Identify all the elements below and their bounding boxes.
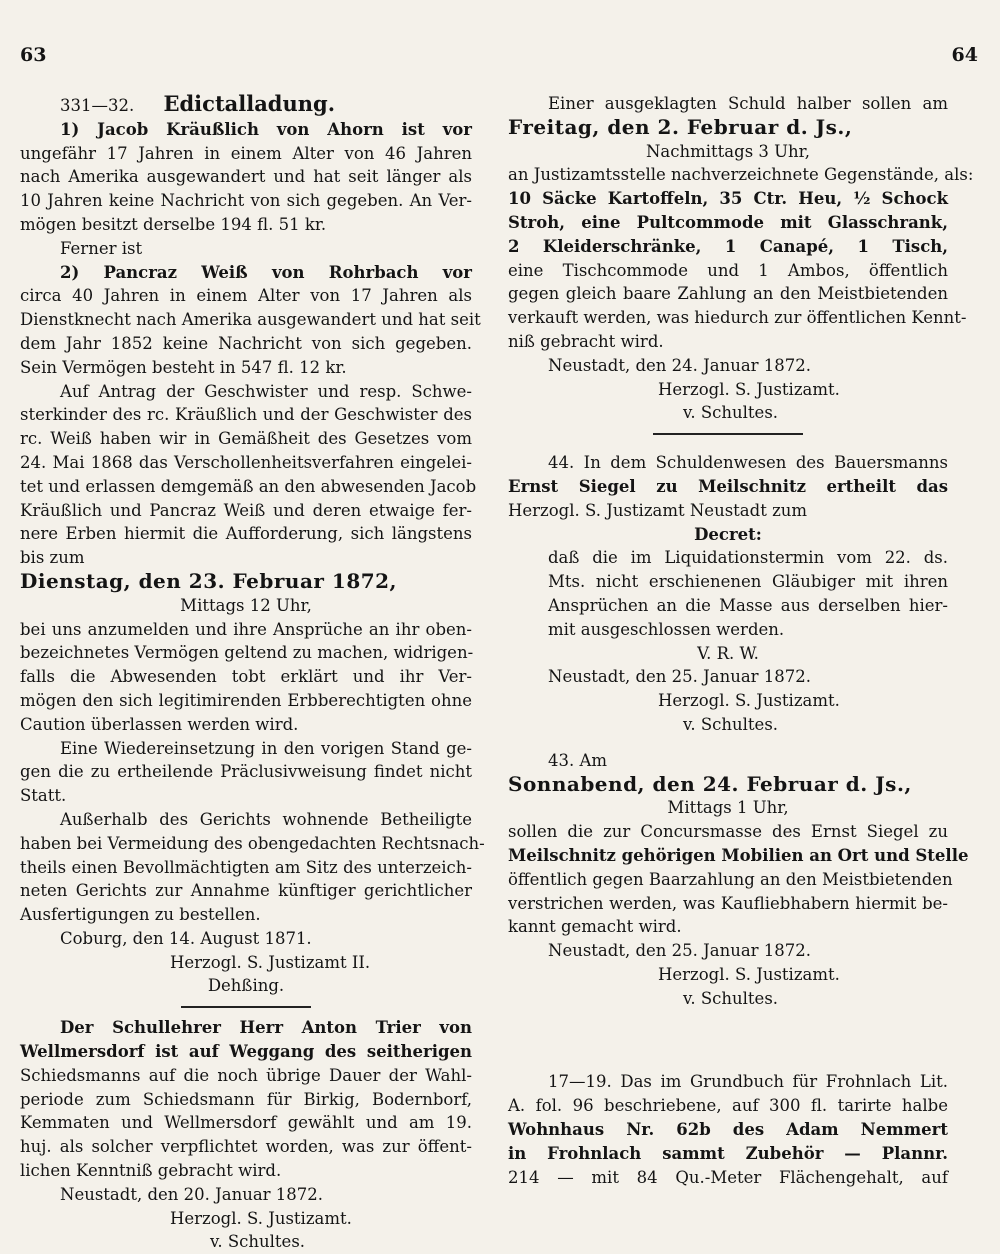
place-date: Neustadt, den 25. Januar 1872. xyxy=(548,667,812,687)
text-line: gen die zu ertheilende Präclusivweisung findet nicht xyxy=(20,762,472,782)
text-line: falls die Abwesenden tobt erklärt und ihr Ver- xyxy=(20,667,472,687)
text-line: Meilschnitz gehörigen Mobilien an Ort und Stelle xyxy=(508,845,969,865)
authority: Herzogl. S. Justizamt. xyxy=(170,1208,352,1228)
text-line: Ansprüchen an die Masse aus derselben hier- xyxy=(548,595,948,615)
text-line: bezeichnetes Vermögen geltend zu machen, widrigen- xyxy=(20,643,474,663)
text-line: 2 Kleiderschränke, 1 Canapé, 1 Tisch, xyxy=(508,236,948,256)
text-line: gegen gleich baare Zahlung an den Meistbietenden xyxy=(508,284,948,304)
signature: v. Schultes. xyxy=(683,403,779,423)
text-line: 214 — mit 84 Qu.-Meter Flächengehalt, auf xyxy=(508,1167,948,1187)
text-line: dem Jahr 1852 keine Nachricht von sich gegeben. xyxy=(20,333,472,353)
paragraph-concursmasse xyxy=(508,820,969,939)
text-line: circa 40 Jahren in einem Alter von 17 Jahren als xyxy=(20,286,472,306)
text-line: Auf Antrag der Geschwister und resp. Schwe- xyxy=(60,381,472,401)
place-date: Coburg, den 14. August 1871. xyxy=(60,928,312,948)
text-line: nere Erben hiermit die Aufforderung, sich längstens xyxy=(20,524,472,544)
text-line: Sein Vermögen besteht in 547 fl. 12 kr. xyxy=(20,357,347,377)
text-line: Wohnhaus Nr. 62b des Adam Nemmert xyxy=(508,1120,948,1140)
vrw-mark: V. R. W. xyxy=(697,643,759,663)
notice-intro: 43. Am xyxy=(548,750,608,770)
place-date: Neustadt, den 25. Januar 1872. xyxy=(548,941,812,961)
text-line: ungefähr 17 Jahren in einem Alter von 46 Jahren xyxy=(20,143,472,163)
text-line: daß die im Liquidationstermin vom 22. ds. xyxy=(548,548,948,568)
text-line: Mts. nicht erschienenen Gläubiger mit ihren xyxy=(548,572,948,592)
signature: Dehßing. xyxy=(207,976,285,996)
auction-date: Sonnabend, den 24. Februar d. Js., xyxy=(508,771,912,796)
text-line: Einer ausgeklagten Schuld halber sollen am xyxy=(548,94,948,113)
text-line: verstrichen werden, was Kaufliebhabern hiermit be- xyxy=(508,893,948,913)
notice-number: 331—32. xyxy=(60,96,135,115)
auction-time: Mittags 1 Uhr, xyxy=(667,798,789,818)
text-line: Dienstknecht nach Amerika ausgewandert und hat seit xyxy=(20,310,481,330)
text-line: Statt. xyxy=(20,786,67,806)
text-line: Der Schullehrer Herr Anton Trier von xyxy=(60,1018,472,1038)
paragraph-weiss xyxy=(20,261,481,380)
text-line: Außerhalb des Gerichts wohnende Betheiligte xyxy=(60,809,472,829)
text-line: 24. Mai 1868 das Verschollenheitsverfahren eingelei- xyxy=(20,452,472,472)
paragraph-decret xyxy=(508,546,948,641)
text-line: bis zum xyxy=(20,548,85,568)
text-line: kannt gemacht wird. xyxy=(508,917,682,937)
text-line: tet und erlassen demgemäß an den abwesenden Jacob xyxy=(20,476,477,496)
paragraph-wiedereinsetzung xyxy=(20,737,472,808)
paragraph-anmelden xyxy=(20,618,472,737)
paragraph-antrag xyxy=(20,380,477,570)
text-line: haben bei Vermeidung des obengedachten Rechtsnach- xyxy=(20,833,485,853)
text-line: Eine Wiedereinsetzung in den vorigen Stand ge- xyxy=(60,738,472,758)
text-line: 10 Säcke Kartoffeln, 35 Ctr. Heu, ½ Schock xyxy=(508,189,948,209)
text-line: mit ausgeschlossen werden. xyxy=(548,619,785,639)
authority: Herzogl. S. Justizamt. xyxy=(658,379,840,399)
page-number-left: 63 xyxy=(20,44,47,66)
auction-date: Freitag, den 2. Februar d. Js., xyxy=(508,114,853,139)
text-line: Ausfertigungen zu bestellen. xyxy=(20,905,261,925)
paragraph-kraeusslich xyxy=(20,118,472,237)
text-line: eine Tischcommode und 1 Ambos, öffentlich xyxy=(508,260,948,280)
text-line: Stroh, eine Pultcommode mit Glasschrank, xyxy=(508,212,948,232)
text-line: sterkinder des rc. Kräußlich und der Geschwister des xyxy=(20,405,472,425)
right-column xyxy=(508,92,974,1189)
text-line: rc. Weiß haben wir in Gemäßheit des Gesetzes vom xyxy=(20,429,472,449)
text-line: periode zum Schiedsmann für Birkig, Bodernborf, xyxy=(20,1089,472,1109)
text-line: 10 Jahren keine Nachricht von sich gegeben. An Ver- xyxy=(20,191,472,211)
text-line: Wellmersdorf ist auf Weggang des seitherigen xyxy=(20,1042,472,1062)
authority: Herzogl. S. Justizamt. xyxy=(658,964,840,984)
text-line: niß gebracht wird. xyxy=(508,331,664,351)
text-line: Kemmaten und Wellmersdorf gewählt und am 19. xyxy=(20,1113,472,1133)
page-number-right: 64 xyxy=(951,44,978,66)
signature: v. Schultes. xyxy=(683,988,779,1008)
text-line: in Frohnlach sammt Zubehör — Plannr. xyxy=(508,1143,948,1163)
text-line: bei uns anzumelden und ihre Ansprüche an ihr oben- xyxy=(20,619,472,639)
notice-header xyxy=(20,92,472,118)
paragraph-schiedsmann xyxy=(20,1016,472,1183)
text-line: 17—19. Das im Grundbuch für Frohnlach Lit. xyxy=(548,1072,948,1092)
text-line: sollen die zur Concursmasse des Ernst Siegel zu xyxy=(508,822,948,842)
paragraph-versteigerung xyxy=(508,163,974,353)
text-line: an Justizamtsstelle nachverzeichnete Gegenstände, als: xyxy=(508,165,974,185)
signature: v. Schultes. xyxy=(210,1232,306,1252)
text-line: Herzogl. S. Justizamt Neustadt zum xyxy=(508,500,808,520)
text-line: neten Gerichts zur Annahme künftiger gerichtlicher xyxy=(20,881,472,901)
place-date: Neustadt, den 24. Januar 1872. xyxy=(548,355,812,375)
text-line: theils einen Bevollmächtigten am Sitz des unterzeich- xyxy=(20,857,472,877)
section-divider xyxy=(181,1006,311,1008)
text-line: 44. In dem Schuldenwesen des Bauersmanns xyxy=(548,453,948,473)
text-line: lichen Kenntniß gebracht wird. xyxy=(20,1161,282,1181)
text-line: Ernst Siegel zu Meilschnitz ertheilt das xyxy=(508,476,948,496)
text-line: huj. als solcher verpflichtet worden, was zur öffent- xyxy=(20,1137,472,1157)
notice-title: Edictalladung. xyxy=(163,91,336,116)
authority: Herzogl. S. Justizamt. xyxy=(658,691,840,711)
text-line: mögen besitzt derselbe 194 fl. 51 kr. xyxy=(20,214,327,234)
deadline-time: Mittags 12 Uhr, xyxy=(180,595,312,615)
text-line: verkauft werden, was hiedurch zur öffentlichen Kennt- xyxy=(508,308,967,328)
left-column xyxy=(20,91,485,1254)
text-line: mögen den sich legitimirenden Erbberechtigten ohne xyxy=(20,690,472,710)
paragraph-ausserhalb xyxy=(20,808,485,927)
text-line: Ferner ist xyxy=(60,238,143,258)
auction-time: Nachmittags 3 Uhr, xyxy=(645,141,811,161)
text-line: Caution überlassen werden wird. xyxy=(20,714,299,734)
paragraph-schuldenwesen xyxy=(508,451,948,522)
paragraph-wohnhaus xyxy=(508,1070,948,1189)
deadline-date: Dienstag, den 23. Februar 1872, xyxy=(20,568,398,593)
text-line: öffentlich gegen Baarzahlung an den Meistbietenden xyxy=(508,869,953,889)
signature: v. Schultes. xyxy=(683,714,779,734)
place-date: Neustadt, den 20. Januar 1872. xyxy=(60,1184,324,1204)
section-divider xyxy=(653,433,803,435)
authority: Herzogl. S. Justizamt II. xyxy=(170,952,371,972)
text-line: nach Amerika ausgewandert und hat seit länger als xyxy=(20,167,472,187)
text-line: Schiedsmanns auf die noch übrige Dauer der Wahl- xyxy=(20,1065,472,1085)
text-line: 1) Jacob Kräußlich von Ahorn ist vor xyxy=(60,119,472,139)
text-line: 2) Pancraz Weiß von Rohrbach vor xyxy=(60,262,472,282)
decret-heading: Decret: xyxy=(694,524,762,544)
text-line: Kräußlich und Pancraz Weiß und deren etwaige fer- xyxy=(20,500,472,520)
text-line: A. fol. 96 beschriebene, auf 300 fl. tarirte halbe xyxy=(508,1096,948,1116)
